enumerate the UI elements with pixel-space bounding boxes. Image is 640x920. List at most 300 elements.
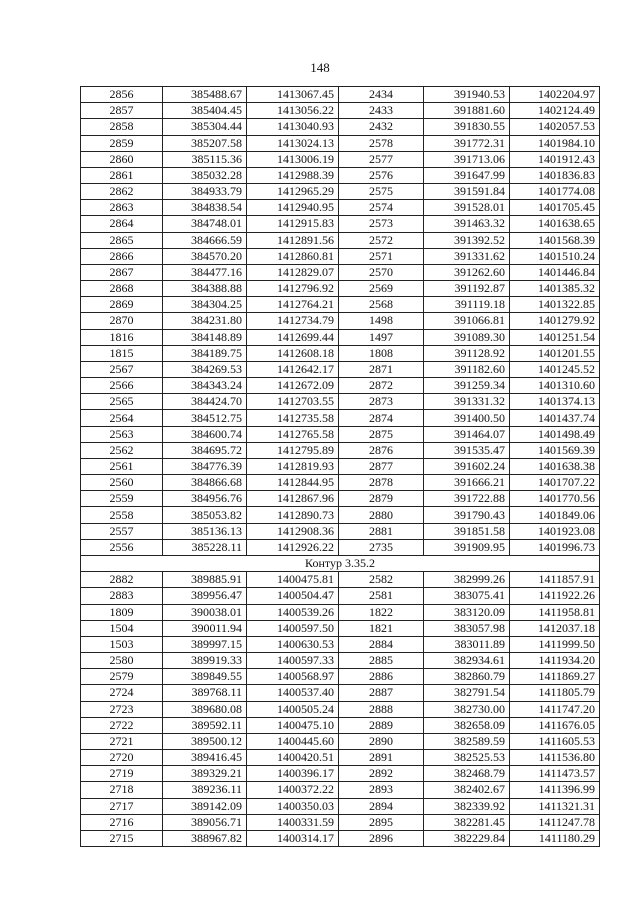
table-row [81,685,600,701]
point-number-cell: 2863 [81,200,163,216]
table-row [81,830,600,846]
x-coordinate-2-cell: 382589.59 [424,733,510,749]
x-coordinate-cell: 384956.76 [163,491,247,507]
x-coordinate-2-cell: 391464.07 [424,426,510,442]
x-coordinate-2-cell: 382402.67 [424,782,510,798]
point-number-2-cell: 2889 [339,717,424,733]
point-number-2-cell: 2433 [339,103,424,119]
table-row [81,313,600,329]
y-coordinate-cell: 1412765.58 [247,426,339,442]
y-coordinate-cell: 1412844.95 [247,475,339,491]
point-number-2-cell: 2880 [339,507,424,523]
section-title: Контур 3.35.2 [81,555,600,571]
table-row [81,297,600,313]
x-coordinate-2-cell: 382281.45 [424,814,510,830]
point-number-2-cell: 2577 [339,151,424,167]
y-coordinate-2-cell: 1401707.22 [510,475,600,491]
y-coordinate-cell: 1413056.22 [247,103,339,119]
point-number-cell: 2580 [81,653,163,669]
y-coordinate-2-cell: 1401385.32 [510,281,600,297]
table-row [81,572,600,588]
y-coordinate-2-cell: 1411857.91 [510,572,600,588]
point-number-2-cell: 2432 [339,119,424,135]
x-coordinate-2-cell: 383057.98 [424,620,510,636]
table-row [81,103,600,119]
y-coordinate-2-cell: 1401836.83 [510,167,600,183]
point-number-cell: 2883 [81,588,163,604]
table-row [81,475,600,491]
point-number-2-cell: 2890 [339,733,424,749]
point-number-2-cell: 1808 [339,345,424,361]
table-row [81,458,600,474]
x-coordinate-cell: 389416.45 [163,750,247,766]
y-coordinate-2-cell: 1401638.38 [510,458,600,474]
table-row [81,523,600,539]
table-row [81,782,600,798]
point-number-cell: 2870 [81,313,163,329]
y-coordinate-2-cell: 1401912.43 [510,151,600,167]
point-number-cell: 2715 [81,830,163,846]
x-coordinate-cell: 384477.16 [163,264,247,280]
x-coordinate-cell: 389142.09 [163,798,247,814]
table-row [81,604,600,620]
point-number-2-cell: 2886 [339,669,424,685]
x-coordinate-cell: 384148.89 [163,329,247,345]
x-coordinate-cell: 385115.36 [163,151,247,167]
y-coordinate-cell: 1412988.39 [247,167,339,183]
point-number-2-cell: 2877 [339,458,424,474]
x-coordinate-cell: 389500.12 [163,733,247,749]
x-coordinate-cell: 384424.70 [163,394,247,410]
point-number-cell: 2866 [81,248,163,264]
y-coordinate-2-cell: 1402057.53 [510,119,600,135]
point-number-2-cell: 2888 [339,701,424,717]
y-coordinate-2-cell: 1401446.84 [510,264,600,280]
y-coordinate-cell: 1400445.60 [247,733,339,749]
y-coordinate-2-cell: 1401774.08 [510,184,600,200]
table-row [81,119,600,135]
point-number-cell: 2882 [81,572,163,588]
table-row [81,814,600,830]
y-coordinate-2-cell: 1401568.39 [510,232,600,248]
y-coordinate-2-cell: 1401322.85 [510,297,600,313]
x-coordinate-cell: 389329.21 [163,766,247,782]
point-number-cell: 2724 [81,685,163,701]
x-coordinate-2-cell: 391940.53 [424,87,510,103]
table-row [81,361,600,377]
table-row [81,766,600,782]
y-coordinate-2-cell: 1411536.80 [510,750,600,766]
point-number-2-cell: 1498 [339,313,424,329]
table-row [81,232,600,248]
y-coordinate-cell: 1400314.17 [247,830,339,846]
table-row [81,588,600,604]
x-coordinate-cell: 388967.82 [163,830,247,846]
x-coordinate-cell: 384695.72 [163,442,247,458]
y-coordinate-2-cell: 1401245.52 [510,361,600,377]
x-coordinate-cell: 389997.15 [163,636,247,652]
point-number-cell: 1816 [81,329,163,345]
y-coordinate-cell: 1400331.59 [247,814,339,830]
y-coordinate-2-cell: 1411676.05 [510,717,600,733]
point-number-cell: 2716 [81,814,163,830]
point-number-cell: 2860 [81,151,163,167]
point-number-cell: 2865 [81,232,163,248]
point-number-2-cell: 2885 [339,653,424,669]
point-number-2-cell: 2891 [339,750,424,766]
table-row [81,345,600,361]
x-coordinate-cell: 384512.75 [163,410,247,426]
point-number-cell: 2564 [81,410,163,426]
point-number-cell: 1815 [81,345,163,361]
x-coordinate-cell: 385488.67 [163,87,247,103]
y-coordinate-2-cell: 1411747.20 [510,701,600,717]
y-coordinate-cell: 1412860.81 [247,248,339,264]
y-coordinate-cell: 1400475.10 [247,717,339,733]
table-row [81,87,600,103]
y-coordinate-cell: 1400630.53 [247,636,339,652]
point-number-cell: 2719 [81,766,163,782]
y-coordinate-2-cell: 1401437.74 [510,410,600,426]
x-coordinate-2-cell: 391535.47 [424,442,510,458]
x-coordinate-cell: 389956.47 [163,588,247,604]
table-row [81,620,600,636]
y-coordinate-2-cell: 1401510.24 [510,248,600,264]
x-coordinate-2-cell: 391772.31 [424,135,510,151]
y-coordinate-cell: 1412965.29 [247,184,339,200]
y-coordinate-cell: 1400537.40 [247,685,339,701]
y-coordinate-cell: 1413006.19 [247,151,339,167]
point-number-cell: 2567 [81,361,163,377]
x-coordinate-2-cell: 391713.06 [424,151,510,167]
y-coordinate-2-cell: 1411958.81 [510,604,600,620]
x-coordinate-2-cell: 391881.60 [424,103,510,119]
x-coordinate-cell: 385053.82 [163,507,247,523]
point-number-cell: 2559 [81,491,163,507]
table-row [81,798,600,814]
x-coordinate-cell: 385136.13 [163,523,247,539]
table-row [81,653,600,669]
point-number-cell: 2558 [81,507,163,523]
point-number-2-cell: 2574 [339,200,424,216]
y-coordinate-cell: 1400568.97 [247,669,339,685]
table-row [81,636,600,652]
x-coordinate-2-cell: 382525.53 [424,750,510,766]
y-coordinate-2-cell: 1401279.92 [510,313,600,329]
point-number-cell: 1503 [81,636,163,652]
x-coordinate-cell: 389236.11 [163,782,247,798]
table-row [81,717,600,733]
point-number-2-cell: 2568 [339,297,424,313]
y-coordinate-2-cell: 1411999.50 [510,636,600,652]
x-coordinate-2-cell: 382934.61 [424,653,510,669]
x-coordinate-2-cell: 391128.92 [424,345,510,361]
point-number-2-cell: 2872 [339,378,424,394]
y-coordinate-2-cell: 1401923.08 [510,523,600,539]
point-number-2-cell: 1821 [339,620,424,636]
point-number-cell: 2861 [81,167,163,183]
x-coordinate-cell: 390011.94 [163,620,247,636]
y-coordinate-cell: 1412908.36 [247,523,339,539]
table-row [81,426,600,442]
point-number-2-cell: 2895 [339,814,424,830]
x-coordinate-cell: 384666.59 [163,232,247,248]
x-coordinate-2-cell: 391089.30 [424,329,510,345]
y-coordinate-2-cell: 1411247.78 [510,814,600,830]
point-number-cell: 2560 [81,475,163,491]
point-number-2-cell: 2875 [339,426,424,442]
y-coordinate-cell: 1412891.56 [247,232,339,248]
table-row [81,507,600,523]
y-coordinate-cell: 1412672.09 [247,378,339,394]
point-number-cell: 2867 [81,264,163,280]
y-coordinate-2-cell: 1401569.39 [510,442,600,458]
y-coordinate-2-cell: 1411869.27 [510,669,600,685]
table-row [81,410,600,426]
y-coordinate-2-cell: 1411473.57 [510,766,600,782]
x-coordinate-2-cell: 391463.32 [424,216,510,232]
point-number-cell: 2718 [81,782,163,798]
x-coordinate-cell: 384231.80 [163,313,247,329]
x-coordinate-2-cell: 391909.95 [424,539,510,555]
y-coordinate-cell: 1412795.89 [247,442,339,458]
point-number-cell: 2556 [81,539,163,555]
point-number-cell: 2721 [81,733,163,749]
y-coordinate-2-cell: 1411605.53 [510,733,600,749]
table-row [81,184,600,200]
y-coordinate-cell: 1412642.17 [247,361,339,377]
point-number-cell: 2862 [81,184,163,200]
y-coordinate-2-cell: 1411321.31 [510,798,600,814]
x-coordinate-2-cell: 391192.87 [424,281,510,297]
point-number-cell: 2869 [81,297,163,313]
point-number-2-cell: 2573 [339,216,424,232]
point-number-2-cell: 2569 [339,281,424,297]
x-coordinate-2-cell: 382999.26 [424,572,510,588]
point-number-cell: 2864 [81,216,163,232]
point-number-2-cell: 2735 [339,539,424,555]
y-coordinate-2-cell: 1402124.49 [510,103,600,119]
x-coordinate-2-cell: 382791.54 [424,685,510,701]
y-coordinate-cell: 1412819.93 [247,458,339,474]
y-coordinate-2-cell: 1411396.99 [510,782,600,798]
y-coordinate-cell: 1413024.13 [247,135,339,151]
x-coordinate-cell: 389592.11 [163,717,247,733]
x-coordinate-2-cell: 391331.32 [424,394,510,410]
x-coordinate-2-cell: 382860.79 [424,669,510,685]
y-coordinate-cell: 1412764.21 [247,297,339,313]
y-coordinate-cell: 1412926.22 [247,539,339,555]
point-number-cell: 2723 [81,701,163,717]
x-coordinate-2-cell: 382468.79 [424,766,510,782]
point-number-2-cell: 2581 [339,588,424,604]
table-row [81,200,600,216]
x-coordinate-2-cell: 383120.09 [424,604,510,620]
x-coordinate-cell: 384866.68 [163,475,247,491]
x-coordinate-cell: 385228.11 [163,539,247,555]
x-coordinate-2-cell: 391851.58 [424,523,510,539]
table-row [81,733,600,749]
x-coordinate-cell: 389680.08 [163,701,247,717]
x-coordinate-cell: 384600.74 [163,426,247,442]
coordinates-section-b [81,572,600,847]
y-coordinate-cell: 1400350.03 [247,798,339,814]
x-coordinate-2-cell: 391259.34 [424,378,510,394]
point-number-2-cell: 2575 [339,184,424,200]
y-coordinate-2-cell: 1401201.55 [510,345,600,361]
y-coordinate-cell: 1400372.22 [247,782,339,798]
point-number-cell: 2868 [81,281,163,297]
y-coordinate-cell: 1413067.45 [247,87,339,103]
point-number-2-cell: 2871 [339,361,424,377]
y-coordinate-2-cell: 1411922.26 [510,588,600,604]
y-coordinate-2-cell: 1411805.79 [510,685,600,701]
x-coordinate-cell: 384748.01 [163,216,247,232]
point-number-2-cell: 2873 [339,394,424,410]
x-coordinate-2-cell: 391066.81 [424,313,510,329]
point-number-2-cell: 1497 [339,329,424,345]
point-number-cell: 1504 [81,620,163,636]
y-coordinate-2-cell: 1402204.97 [510,87,600,103]
y-coordinate-2-cell: 1401705.45 [510,200,600,216]
y-coordinate-2-cell: 1401996.73 [510,539,600,555]
point-number-2-cell: 2896 [339,830,424,846]
y-coordinate-cell: 1412703.55 [247,394,339,410]
x-coordinate-cell: 384343.24 [163,378,247,394]
point-number-2-cell: 2434 [339,87,424,103]
point-number-2-cell: 2879 [339,491,424,507]
table-row [81,281,600,297]
y-coordinate-2-cell: 1401310.60 [510,378,600,394]
y-coordinate-cell: 1400597.50 [247,620,339,636]
x-coordinate-2-cell: 391331.62 [424,248,510,264]
y-coordinate-cell: 1400539.26 [247,604,339,620]
point-number-cell: 2563 [81,426,163,442]
x-coordinate-2-cell: 382229.84 [424,830,510,846]
x-coordinate-2-cell: 383011.89 [424,636,510,652]
x-coordinate-cell: 385404.45 [163,103,247,119]
x-coordinate-cell: 384269.53 [163,361,247,377]
point-number-2-cell: 2576 [339,167,424,183]
point-number-cell: 2579 [81,669,163,685]
section-header [81,555,600,571]
y-coordinate-2-cell: 1401498.49 [510,426,600,442]
y-coordinate-2-cell: 1401984.10 [510,135,600,151]
point-number-2-cell: 2881 [339,523,424,539]
y-coordinate-2-cell: 1401770.56 [510,491,600,507]
x-coordinate-cell: 385207.58 [163,135,247,151]
x-coordinate-cell: 390038.01 [163,604,247,620]
x-coordinate-2-cell: 383075.41 [424,588,510,604]
x-coordinate-cell: 384388.88 [163,281,247,297]
point-number-2-cell: 1822 [339,604,424,620]
point-number-cell: 2859 [81,135,163,151]
y-coordinate-cell: 1412796.92 [247,281,339,297]
point-number-2-cell: 2876 [339,442,424,458]
x-coordinate-cell: 384189.75 [163,345,247,361]
point-number-2-cell: 2874 [339,410,424,426]
point-number-cell: 1809 [81,604,163,620]
point-number-2-cell: 2582 [339,572,424,588]
y-coordinate-cell: 1412829.07 [247,264,339,280]
page-number: 148 [310,60,330,75]
y-coordinate-cell: 1400475.81 [247,572,339,588]
y-coordinate-cell: 1412890.73 [247,507,339,523]
x-coordinate-cell: 384838.54 [163,200,247,216]
point-number-cell: 2566 [81,378,163,394]
table-row [81,394,600,410]
y-coordinate-cell: 1400396.17 [247,766,339,782]
y-coordinate-cell: 1412699.44 [247,329,339,345]
point-number-2-cell: 2894 [339,798,424,814]
section-row [81,555,600,571]
x-coordinate-2-cell: 391262.60 [424,264,510,280]
x-coordinate-2-cell: 391119.18 [424,297,510,313]
y-coordinate-2-cell: 1401849.06 [510,507,600,523]
y-coordinate-2-cell: 1401251.54 [510,329,600,345]
y-coordinate-2-cell: 1411934.20 [510,653,600,669]
x-coordinate-2-cell: 391830.55 [424,119,510,135]
x-coordinate-cell: 385032.28 [163,167,247,183]
y-coordinate-cell: 1400420.51 [247,750,339,766]
y-coordinate-cell: 1412735.58 [247,410,339,426]
x-coordinate-2-cell: 391790.43 [424,507,510,523]
coordinates-section-a [81,87,600,556]
y-coordinate-2-cell: 1401638.65 [510,216,600,232]
x-coordinate-2-cell: 391528.01 [424,200,510,216]
point-number-2-cell: 2572 [339,232,424,248]
table-row [81,248,600,264]
y-coordinate-cell: 1400504.47 [247,588,339,604]
table-row [81,539,600,555]
point-number-cell: 2717 [81,798,163,814]
point-number-2-cell: 2887 [339,685,424,701]
table-row [81,216,600,232]
point-number-cell: 2562 [81,442,163,458]
x-coordinate-cell: 384570.20 [163,248,247,264]
x-coordinate-cell: 389768.11 [163,685,247,701]
point-number-cell: 2857 [81,103,163,119]
table-row [81,378,600,394]
table-row [81,669,600,685]
x-coordinate-2-cell: 391400.50 [424,410,510,426]
point-number-2-cell: 2578 [339,135,424,151]
table-row [81,151,600,167]
y-coordinate-cell: 1412915.83 [247,216,339,232]
table-row [81,329,600,345]
point-number-cell: 2561 [81,458,163,474]
table-row [81,491,600,507]
point-number-cell: 2722 [81,717,163,733]
point-number-2-cell: 2893 [339,782,424,798]
table-row [81,750,600,766]
y-coordinate-cell: 1412608.18 [247,345,339,361]
y-coordinate-cell: 1412734.79 [247,313,339,329]
point-number-cell: 2858 [81,119,163,135]
point-number-2-cell: 2570 [339,264,424,280]
x-coordinate-2-cell: 391602.24 [424,458,510,474]
point-number-2-cell: 2878 [339,475,424,491]
y-coordinate-2-cell: 1412037.18 [510,620,600,636]
x-coordinate-cell: 384304.25 [163,297,247,313]
x-coordinate-2-cell: 391591.84 [424,184,510,200]
point-number-cell: 2720 [81,750,163,766]
x-coordinate-2-cell: 382339.92 [424,798,510,814]
table-row [81,442,600,458]
y-coordinate-cell: 1400597.33 [247,653,339,669]
x-coordinate-2-cell: 391647.99 [424,167,510,183]
x-coordinate-2-cell: 382658.09 [424,717,510,733]
